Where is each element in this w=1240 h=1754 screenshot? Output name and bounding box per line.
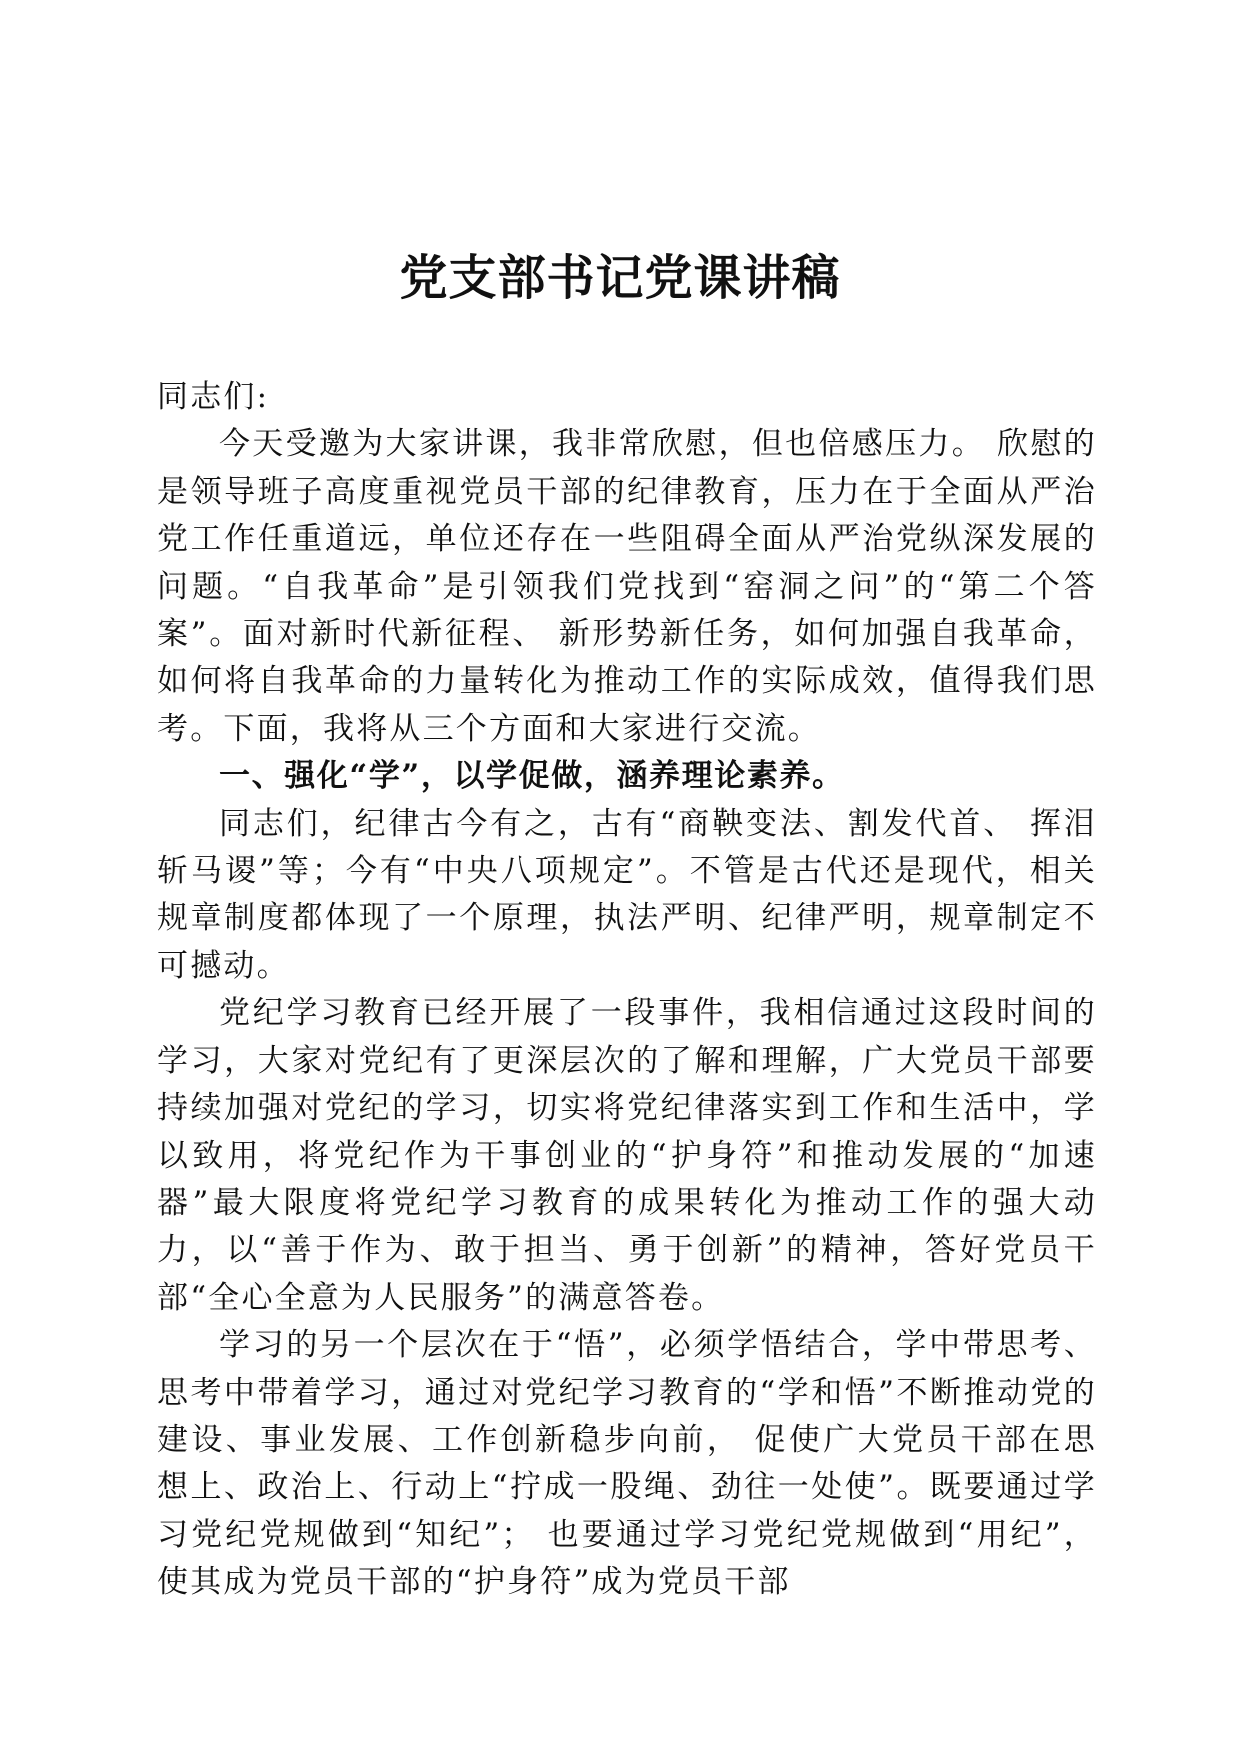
document-title: 党支部书记党课讲稿 bbox=[399, 250, 841, 306]
document-body bbox=[157, 374, 1097, 1607]
body-paragraph: 学习的另一个层次在于“悟”，必须学悟结合，学中带思考、思考中带着学习，通过对党纪学习教育的“学和悟”不断推动党的建设、事业发展、工作创新稳步向前， 促使广大党员干部在思想上、政治上、行动上“拧成一股绳、劲往一处使”。既要通过学习党纪党规做到“知纪”； 也要通过学习党纪党规做到“用纪”，使其成为党员干部的“护身符”成为党员干部 bbox=[157, 1327, 1097, 1601]
body-paragraph: 今天受邀为大家讲课，我非常欣慰，但也倍感压力。 欣慰的是领导班子高度重视党员干部的纪律教育，压力在于全面从严治党工作任重道远，单位还存在一些阻碍全面从严治党纵深发展的问题。“自我革命”是引领我们党找到“窑洞之问”的“第二个答案”。面对新时代新征程、 新形势新任务，如何加强自我革命，如何将自我革命的力量转化为推动工作的实际成效，值得我们思考。下面，我将从三个方面和大家进行交流。 bbox=[157, 426, 1097, 747]
section-heading: 一、强化“学”，以学促做，涵养理论素养。 bbox=[219, 758, 845, 795]
body-paragraph: 同志们，纪律古今有之，古有“商鞅变法、割发代首、 挥泪斩马谡”等；今有“中央八项规定”。不管是古代还是现代，相关规章制度都体现了一个原理，执法严明、纪律严明，规章制定不可撼动。 bbox=[157, 805, 1097, 984]
salutation: 同志们: bbox=[157, 379, 270, 415]
body-paragraph: 党纪学习教育已经开展了一段事件，我相信通过这段时间的学习，大家对党纪有了更深层次的了解和理解，广大党员干部要持续加强对党纪的学习，切实将党纪律落实到工作和生活中，学以致用，将党纪作为干事创业的“护身符”和推动发展的“加速器”最大限度将党纪学习教育的成果转化为推动工作的强大动力，以“善于作为、敢于担当、勇于创新”的精神，答好党员干部“全心全意为人民服务”的满意答卷。 bbox=[157, 995, 1097, 1316]
